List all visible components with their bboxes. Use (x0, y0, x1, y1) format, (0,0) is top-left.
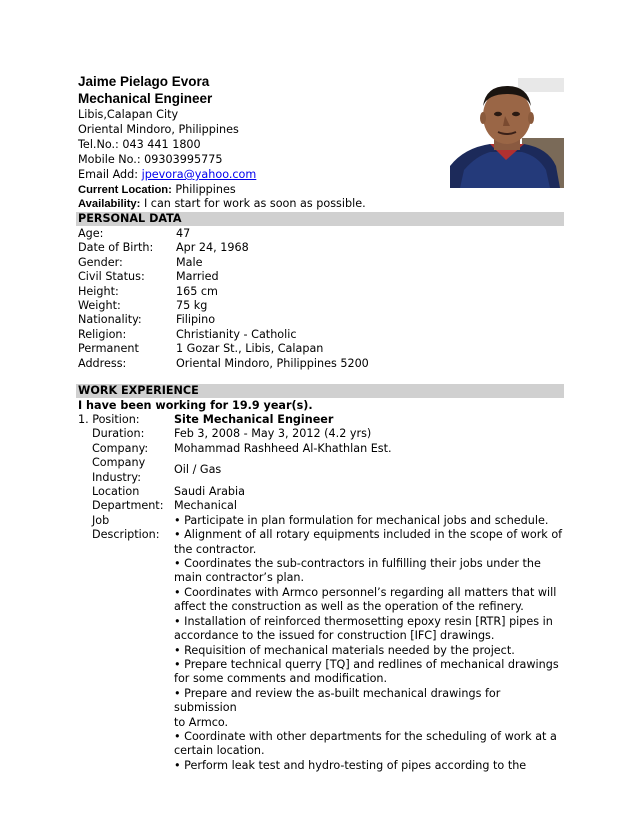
job-description-line: to Armco. (174, 715, 229, 729)
email-link[interactable]: jpevora@yahoo.com (141, 168, 257, 181)
duration-label: Duration: (92, 427, 145, 441)
personal-data-label: Gender: (78, 255, 123, 269)
personal-data-label: Height: (78, 284, 119, 298)
telephone: Tel.No.: 043 441 1800 (78, 138, 201, 151)
work-experience-table (76, 413, 566, 773)
personal-data-row (76, 357, 566, 371)
address-line-1: Libis,Calapan City (78, 108, 179, 121)
job-label-line-1: Job (92, 513, 110, 527)
position-value: Site Mechanical Engineer (174, 413, 334, 426)
personal-data-table (76, 227, 566, 371)
current-location-label: Current Location: (78, 184, 172, 196)
personal-data-value: Oriental Mindoro, Philippines 5200 (176, 356, 369, 370)
industry-value: Oil / Gas (174, 463, 222, 477)
job-description-list (174, 514, 566, 773)
personal-data-value: 1 Gozar St., Libis, Calapan (176, 342, 324, 356)
job-description-line: • Prepare and review the as-built mechanical drawings for submission (174, 686, 501, 715)
job-description-line: • Coordinates the sub-contractors in fulfilling their jobs under the (174, 557, 541, 571)
job-description-line: • Requisition of mechanical materials needed by the project. (174, 643, 515, 657)
address-line-2: Oriental Mindoro, Philippines (78, 123, 239, 136)
personal-data-row (76, 342, 566, 356)
current-location (78, 183, 366, 197)
personal-data-row (76, 299, 566, 313)
personal-data-row (76, 285, 566, 299)
department-label: Department: (92, 499, 164, 513)
department-value: Mechanical (174, 499, 237, 513)
job-description-line: certain location. (174, 744, 265, 758)
personal-data-value: 165 cm (176, 284, 218, 298)
mobile: Mobile No.: 09303995775 (78, 153, 223, 166)
duration-row (76, 427, 566, 441)
email-label: Email Add: (78, 168, 142, 181)
personal-data-heading: PERSONAL DATA (76, 212, 564, 226)
industry-label (76, 456, 174, 485)
industry-label-line-1: Company (92, 456, 146, 470)
duration-value: Feb 3, 2008 - May 3, 2012 (4.2 yrs) (174, 427, 372, 441)
location-value: Saudi Arabia (174, 485, 245, 499)
work-experience-heading: WORK EXPERIENCE (76, 384, 564, 398)
job-description-line: the contractor. (174, 542, 257, 556)
job-description-line: • Participate in plan formulation for mechanical jobs and schedule. (174, 513, 549, 527)
current-info (78, 183, 366, 211)
position-label: 1. Position: (78, 413, 140, 426)
personal-data-label: Age: (78, 227, 104, 240)
job-description-line: • Coordinates with Armco personnel’s regarding all matters that will (174, 585, 557, 599)
personal-data-value: 75 kg (176, 299, 208, 313)
portrait-image (450, 78, 564, 188)
resume-header (78, 74, 378, 182)
availability-label: Availability: (78, 198, 141, 210)
email-line (78, 167, 378, 182)
industry-row (76, 456, 566, 485)
personal-data-label: Date of Birth: (78, 241, 154, 255)
job-description-row (76, 514, 566, 773)
job-description-line: affect the construction as well as the operation of the refinery. (174, 600, 524, 614)
personal-data-row (76, 241, 566, 255)
location-row (76, 485, 566, 499)
company-value: Mohammad Rashheed Al-Khathlan Est. (174, 441, 392, 455)
current-location-value: Philippines (171, 183, 236, 196)
personal-data-value: Married (176, 270, 219, 284)
job-description-line: • Prepare technical querry [TQ] and redlines of mechanical drawings (174, 657, 559, 671)
job-description-line: • Installation of reinforced thermosetting epoxy resin [RTR] pipes in (174, 614, 553, 628)
job-description-line: accordance to the issued for construction [IFC] drawings. (174, 629, 495, 643)
personal-data-row (76, 313, 566, 327)
personal-data-label: Permanent (78, 342, 139, 356)
location-label: Location (92, 485, 140, 499)
personal-data-value: Male (176, 255, 203, 269)
personal-data-row (76, 227, 566, 241)
personal-data-label: Civil Status: (78, 270, 145, 284)
personal-data-row (76, 270, 566, 284)
personal-data-label: Weight: (78, 299, 121, 313)
personal-data-label: Address: (78, 356, 127, 370)
availability (78, 197, 366, 211)
work-experience-intro: I have been working for 19.9 year(s). (78, 399, 313, 412)
personal-data-value: Christianity - Catholic (176, 327, 297, 341)
department-row (76, 499, 566, 513)
personal-data-label: Nationality: (78, 313, 142, 327)
company-row (76, 442, 566, 456)
job-description-label (76, 514, 174, 773)
personal-data-value: Apr 24, 1968 (176, 241, 249, 255)
job-description-line: • Alignment of all rotary equipments included in the scope of work of (174, 528, 563, 542)
personal-data-value: Filipino (176, 313, 216, 327)
job-description-line: • Perform leak test and hydro-testing of pipes according to the (174, 758, 527, 772)
availability-value: I can start for work as soon as possible. (140, 197, 366, 210)
applicant-title: Mechanical Engineer (78, 91, 213, 106)
personal-data-row (76, 256, 566, 270)
job-label-line-2: Description: (92, 528, 160, 542)
applicant-photo (450, 78, 564, 188)
industry-label-line-2: Industry: (92, 470, 141, 484)
job-description-line: for some comments and modification. (174, 672, 388, 686)
personal-data-label: Religion: (78, 327, 127, 341)
company-label: Company: (92, 441, 149, 455)
job-description-line: • Coordinate with other departments for the scheduling of work at a (174, 729, 557, 743)
applicant-name: Jaime Pielago Evora (78, 74, 210, 89)
job-description-line: main contractor’s plan. (174, 571, 305, 585)
position-row (76, 413, 566, 427)
personal-data-row (76, 328, 566, 342)
personal-data-value: 47 (176, 227, 191, 240)
